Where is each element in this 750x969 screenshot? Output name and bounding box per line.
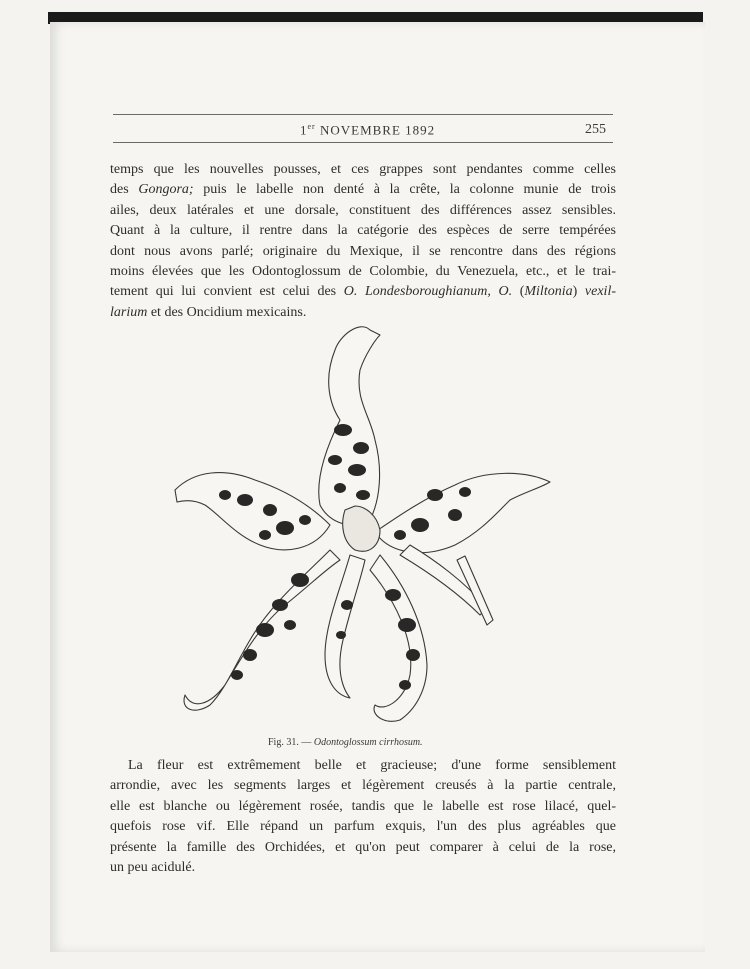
text-line: tement qui lui convient est celui des O. Londesboroughianum, O. (Miltonia) vexil-	[110, 284, 616, 300]
text-line: moins élevées que les Odontoglossum de Colombie, du Venezuela, etc., et le trai-	[110, 264, 616, 280]
text-line: dont nous avons parlé; originaire du Mexique, il se rencontre dans des régions	[110, 243, 616, 259]
text-line: quefois rose vif. Elle répand un parfum exquis, l'un des plus agréables que	[110, 819, 616, 835]
left-petal	[175, 473, 330, 550]
text-line: temps que les nouvelles pousses, et ces grappes sont pendantes comme celles	[110, 162, 616, 177]
header-rule-bottom	[113, 142, 613, 143]
text-line: Quant à la culture, il rentre dans la catégorie des espèces de serre tempérées	[110, 223, 616, 239]
running-head-date: 1er NOVEMBRE 1892	[300, 122, 436, 138]
text-line: des Gongora; puis le labelle non denté à la crête, la colonne munie de trois	[110, 182, 616, 198]
lip	[325, 555, 365, 698]
page-number: 255	[585, 122, 606, 137]
right-petal	[375, 473, 550, 552]
paragraph-cultivation	[110, 160, 616, 323]
text-line: arrondie, avec les segments larges et légèrement creusés à la partie centrale,	[110, 778, 616, 794]
paragraph-flower-description	[110, 756, 616, 878]
text-line: larium et des Oncidium mexicains.	[110, 304, 307, 320]
text-line: elle est blanche ou légèrement rosée, tandis que le labelle est rose lilacé, quel-	[110, 798, 616, 814]
figure-label: Fig. 31. —	[268, 737, 312, 748]
orchid-illustration	[165, 320, 565, 740]
text-line: ailes, deux latérales et une dorsale, constituent des différences assez sensibles.	[110, 202, 616, 218]
lower-right-sepal	[370, 555, 427, 721]
figure-species: Odontoglossum cirrhosum.	[313, 737, 423, 748]
text-line: présente la famille des Orchidées, et qu'on peut comparer à celui de la rose,	[110, 839, 616, 855]
figure-caption	[268, 737, 423, 748]
column	[343, 506, 380, 551]
text-line: La fleur est extrêmement belle et gracieuse; d'une forme sensiblement	[128, 758, 616, 773]
text-line: un peu acidulé.	[110, 860, 196, 876]
header-rule-top	[113, 114, 613, 115]
